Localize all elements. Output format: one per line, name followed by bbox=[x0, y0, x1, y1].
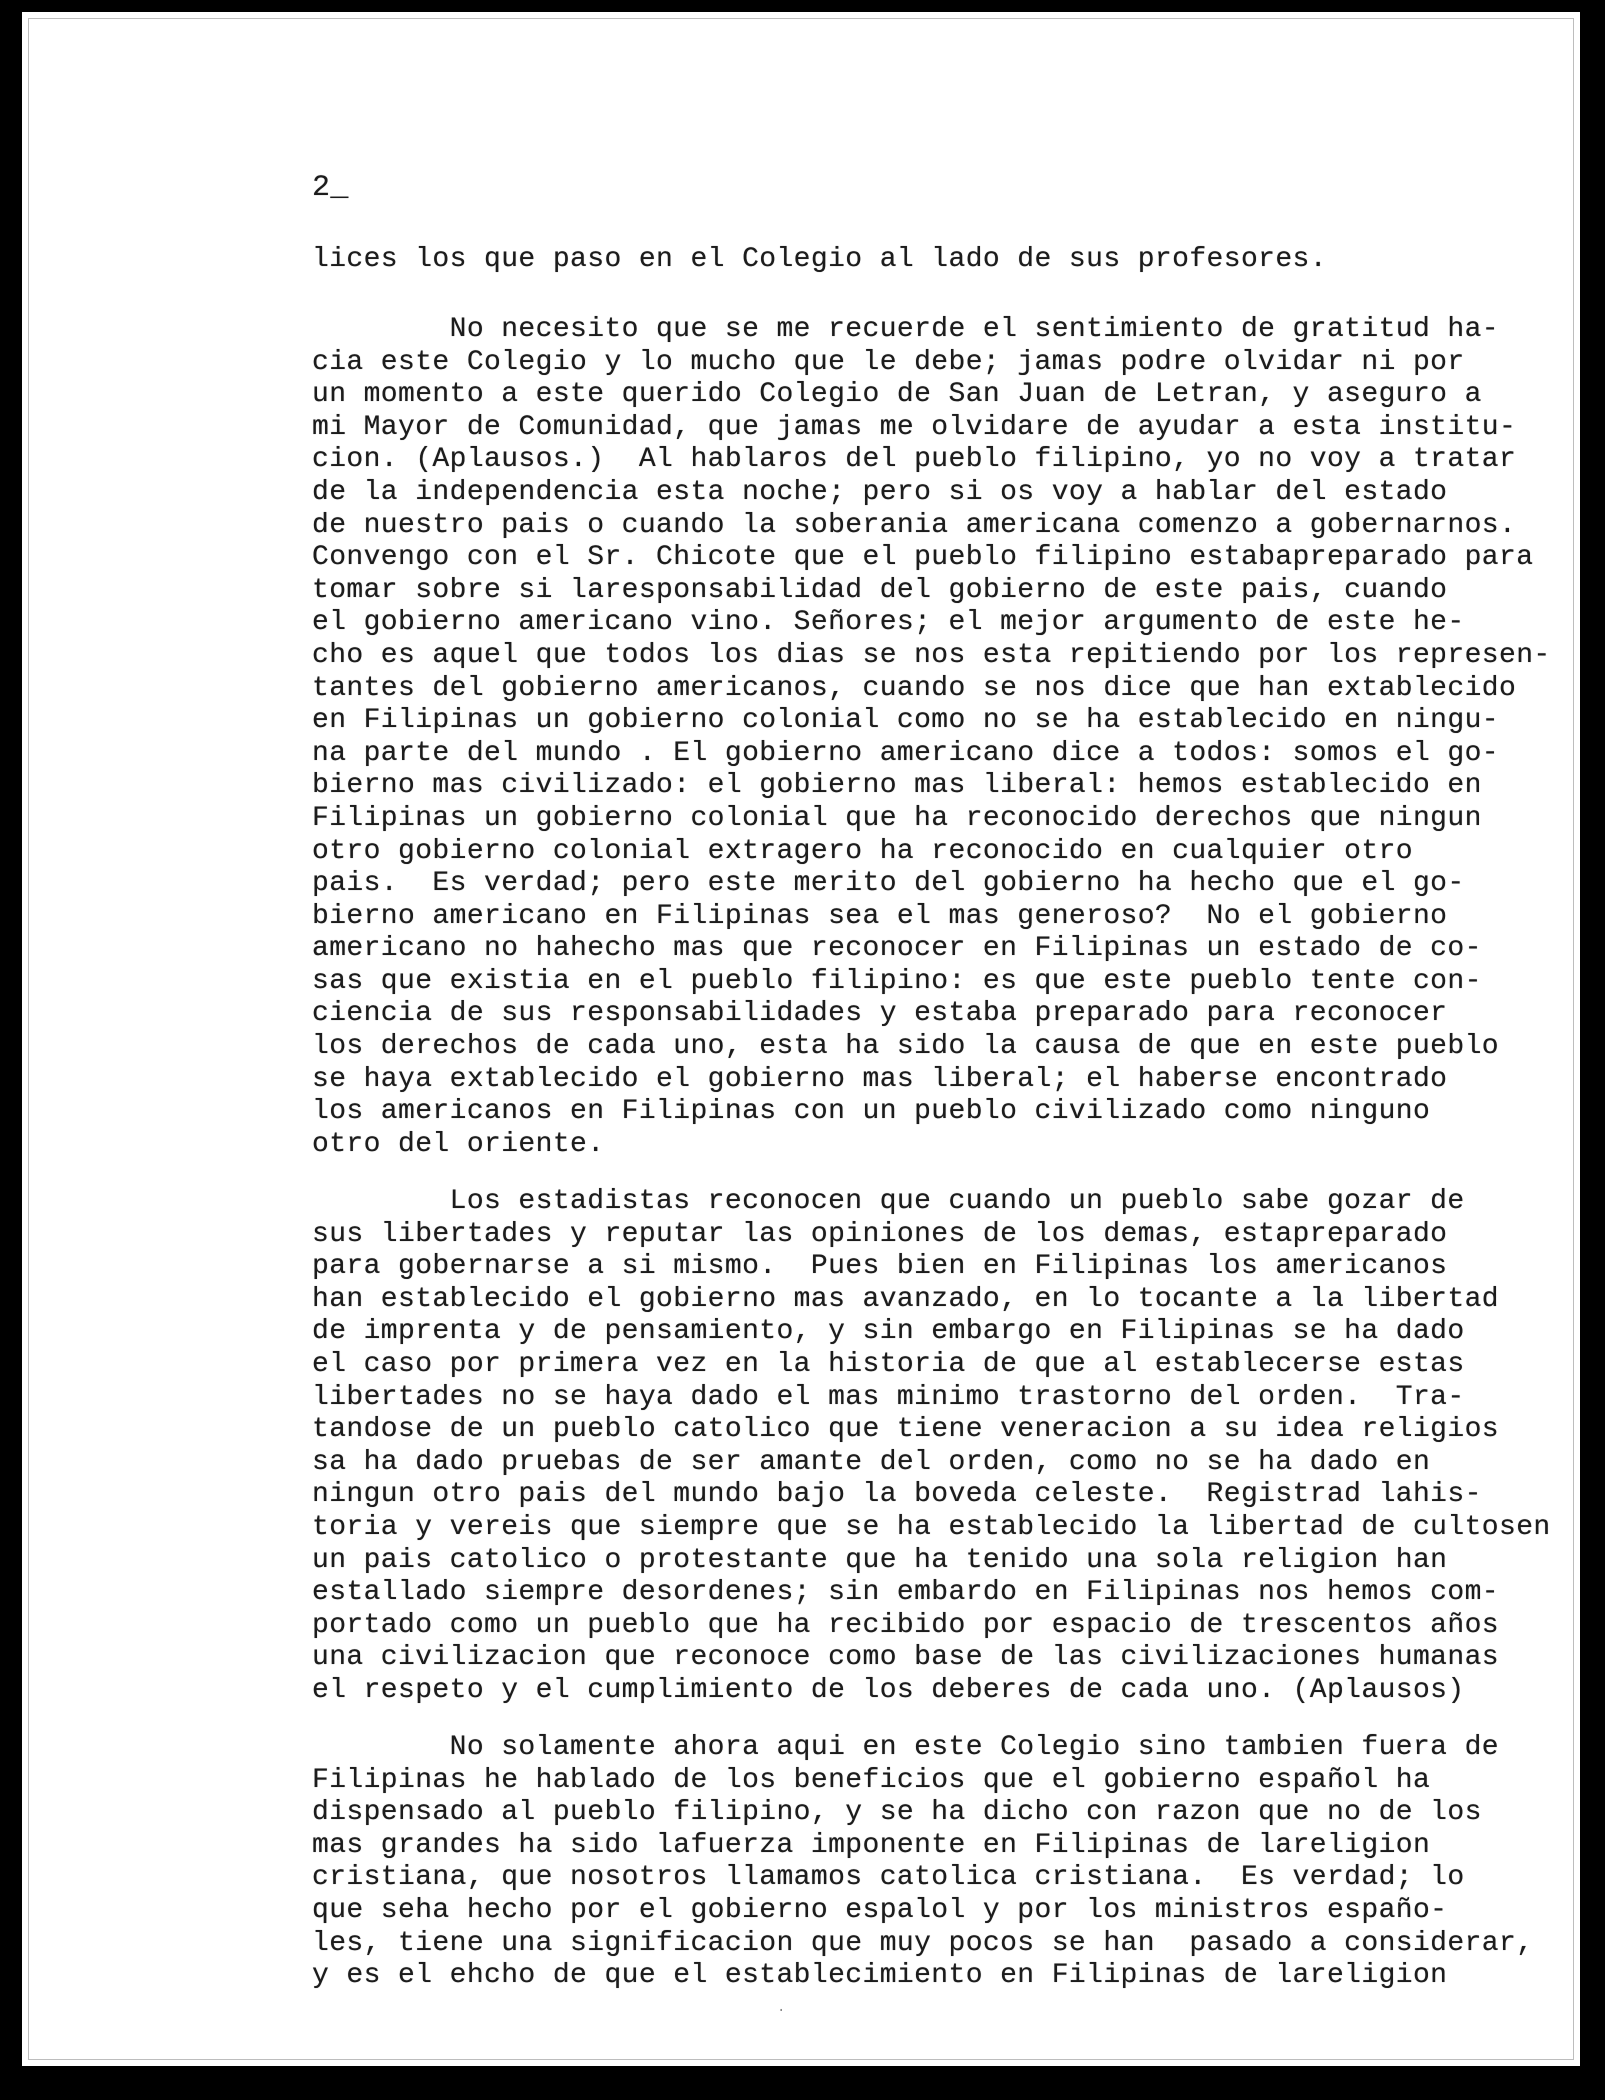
paragraph-3: Los estadistas reconocen que cuando un pueblo sabe gozar de sus libertades y reputar las opiniones de los demas, estapreparado para gobernarse a si mismo. Pues bien en Filipinas los americanos han establecido el gobierno mas avanzado, en lo tocante a la libertad de imprenta y de pensamiento, y sin embargo en Filipinas se ha dado el caso por primera vez en la historia de que al establecerse estas libertades no se haya dado el mas minimo trastorno del orden. Tra- tandose de un pueblo catolico que tiene veneracion a su idea religios sa ha dado pruebas de ser amante del orden, como no se ha dado en ningun otro pais del mundo bajo la boveda celeste. Registrad lahis- toria y vereis que siempre que se ha establecido la libertad de cultosen un pais catolico o protestante que ha tenido una sola religion han estallado siempre desordenes; sin embardo en Filipinas nos hemos com- portado como un pueblo que ha recibido por espacio de trescentos años una civilizacion que reconoce como base de las civilizaciones humanas el respeto y el cumplimiento de los deberes de cada uno. (Aplausos) bbox=[312, 1186, 1551, 1706]
document-page bbox=[22, 12, 1580, 2066]
paragraph-1: lices los que paso en el Colegio al lado de sus profesores. bbox=[312, 244, 1327, 275]
paragraph-2: No necesito que se me recuerde el sentimiento de gratitud ha- cia este Colegio y lo mucho que le debe; jamas podre olvidar ni por un momento a este querido Colegio de San Juan de Letran, y aseguro a mi Mayor de Comunidad, que jamas me olvidare de ayudar a esta institu- cion. (Aplausos.) Al hablaros del pueblo filipino, yo no voy a tratar de la independencia esta noche; pero si os voy a hablar del estado de nuestro pais o cuando la soberania americana comenzo a gobernarnos. Convengo con el Sr. Chicote que el pueblo filipino estabapreparado para tomar sobre si laresponsabilidad del gobierno de este pais, cuando el gobierno americano vino. Señores; el mejor argumento de este he- cho es aquel que todos los dias se nos esta repitiendo por los represen- tantes del gobierno americanos, cuando se nos dice que han extablecido en Filipinas un gobierno colonial como no se ha establecido en ningu- na parte del mundo . El gobierno americano dice a todos: somos el go- bierno mas civilizado: el gobierno mas liberal: hemos establecido en Filipinas un gobierno colonial que ha reconocido derechos que ningun otro gobierno colonial extragero ha reconocido en cualquier otro pais. Es verdad; pero este merito del gobierno ha hecho que el go- bierno americano en Filipinas sea el mas generoso? No el gobierno americano no hahecho mas que reconocer en Filipinas un estado de co- sas que existia en el pueblo filipino: es que este pueblo tente con- ciencia de sus responsabilidades y estaba preparado para reconocer los derechos de cada uno, esta ha sido la causa de que en este pueblo se haya extablecido el gobierno mas liberal; el haberse encontrado los americanos en Filipinas con un pueblo civilizado como ninguno otro del oriente. bbox=[312, 314, 1551, 1160]
footer-mark: . bbox=[777, 2000, 786, 2016]
paragraph-4: No solamente ahora aqui en este Colegio sino tambien fuera de Filipinas he hablado de los beneficios que el gobierno español ha dispensado al pueblo filipino, y se ha dicho con razon que no de los mas grandes ha sido lafuerza imponente en Filipinas de lareligion cristiana, que nosotros llamamos catolica cristiana. Es verdad; lo que seha hecho por el gobierno espalol y por los ministros españo- les, tiene una significacion que muy pocos se han pasado a considerar, y es el ehcho de que el establecimiento en Filipinas de lareligion bbox=[312, 1732, 1534, 1992]
page-number: 2_ bbox=[312, 171, 349, 205]
